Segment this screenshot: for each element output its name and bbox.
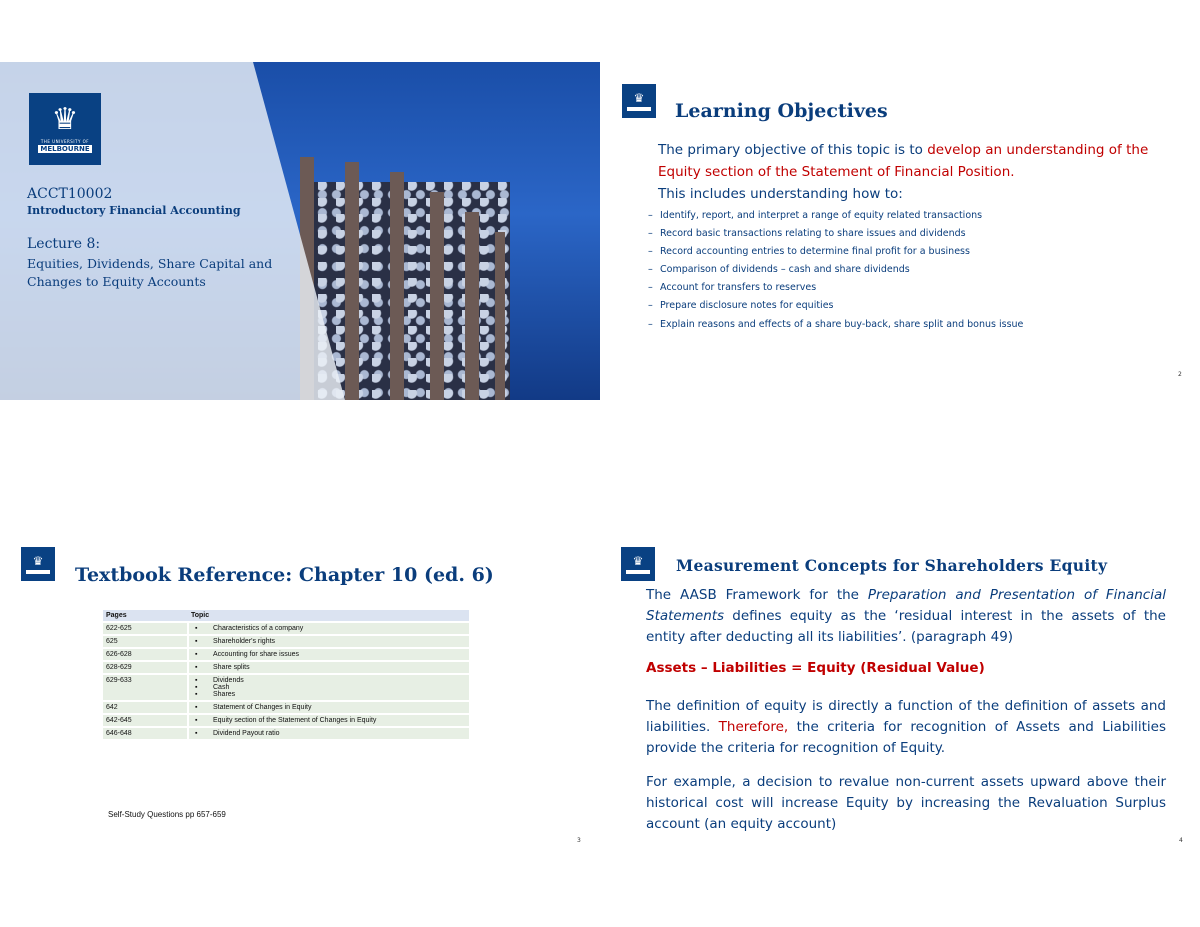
objective-paragraph [658, 139, 1158, 183]
slide-measurement-concepts [600, 526, 1200, 864]
course-name: Introductory Financial Accounting [27, 204, 241, 217]
facade-fin [465, 212, 479, 400]
table-row [103, 727, 469, 739]
crest-icon: ♛ [632, 553, 644, 568]
crest-icon: ♛ [633, 90, 645, 105]
topic-cell: ▪ Statement of Changes in Equity [188, 701, 469, 714]
pages-cell: 626-628 [103, 648, 188, 661]
column-header: Topic [188, 610, 469, 622]
topic-cell: ▪ Shareholder's rights [188, 635, 469, 648]
lecture-label: Lecture 8: [27, 236, 101, 252]
objective-bullet: – Record accounting entries to determine final profit for a business [648, 246, 970, 257]
pages-cell: 628-629 [103, 661, 188, 674]
table-header-row [103, 610, 469, 622]
slide-title: Measurement Concepts for Shareholders Equity [676, 556, 1108, 575]
equity-equation: Assets – Liabilities = Equity (Residual Value) [646, 660, 985, 676]
objective-bullet: – Account for transfers to reserves [648, 282, 817, 293]
pages-cell: 642 [103, 701, 188, 714]
textbook-table [103, 610, 469, 739]
table-row [103, 701, 469, 714]
column-header: Pages [103, 610, 188, 622]
topic-cell: ▪ Share splits [188, 661, 469, 674]
objective-bullet: – Comparison of dividends – cash and share dividends [648, 264, 910, 275]
objective-bullet: – Record basic transactions relating to share issues and dividends [648, 228, 966, 239]
lecture-title: Equities, Dividends, Share Capital and Changes to Equity Accounts [27, 256, 273, 289]
pages-cell: 625 [103, 635, 188, 648]
crest-icon: ♛ [32, 553, 44, 568]
table-row [103, 674, 469, 701]
table-row [103, 635, 469, 648]
logo-line1: THE UNIVERSITY OF [40, 139, 90, 144]
definition-paragraph: The AASB Framework for the Preparation and Presentation of Financial Statements defines equity as the ‘residual interest in the assets of the entity after deducting all its liabilities’. (paragraph 49) [646, 587, 1166, 645]
table-row [103, 648, 469, 661]
slide-title-lecture [0, 62, 600, 400]
pages-cell: 629-633 [103, 674, 188, 701]
university-logo [621, 547, 655, 581]
table-row [103, 714, 469, 727]
objective-bullet: – Prepare disclosure notes for equities [648, 300, 834, 311]
university-logo [29, 93, 101, 165]
objective-bullet: – Identify, report, and interpret a range of equity related transactions [648, 210, 983, 221]
course-code: ACCT10002 [27, 186, 113, 202]
page-number: 3 [577, 837, 581, 844]
objective-bullet: – Explain reasons and effects of a share buy-back, share split and bonus issue [648, 319, 1024, 330]
pages-cell: 622-625 [103, 622, 188, 635]
slide-title: Textbook Reference: Chapter 10 (ed. 6) [75, 564, 494, 586]
university-logo [21, 547, 55, 581]
facade-fin [430, 192, 444, 400]
table-row [103, 661, 469, 674]
topic-cell: ▪ Equity section of the Statement of Changes in Equity [188, 714, 469, 727]
facade-fin [495, 232, 505, 400]
includes-text: This includes understanding how to: [658, 186, 903, 202]
recognition-paragraph: The definition of equity is directly a function of the definition of assets and liabilities. Therefore, the criteria for recognition of Assets and Liabilities provide the criteria for recognition of Equity. [646, 698, 1167, 756]
example-paragraph: For example, a decision to revalue non-current assets upward above their historical cost will increase Equity by increasing the Revaluation Surplus account (an equity account) [646, 774, 1166, 832]
table-row [103, 622, 469, 635]
pages-cell: 646-648 [103, 727, 188, 739]
facade-fin [390, 172, 404, 400]
pages-cell: 642-645 [103, 714, 188, 727]
self-study-note: Self-Study Questions pp 657-659 [108, 810, 226, 819]
slide-title: Learning Objectives [675, 100, 888, 122]
university-logo [622, 84, 656, 118]
facade-fin [345, 162, 359, 400]
slide-learning-objectives [600, 62, 1200, 400]
crest-icon: ♛ [51, 102, 79, 137]
topic-cell: ▪ Dividends ▪ Cash ▪ Shares [188, 674, 469, 701]
page-number: 2 [1178, 371, 1182, 378]
slide-textbook-reference [0, 526, 600, 864]
objective-text: The primary objective of this topic is to [658, 142, 928, 158]
logo-line2: MELBOURNE [40, 145, 90, 153]
topic-cell: ▪ Characteristics of a company [188, 622, 469, 635]
topic-cell: ▪ Accounting for share issues [188, 648, 469, 661]
objective-highlight: develop an understanding of the Equity section of the Statement of Financial Position. [658, 142, 1149, 180]
page-number: 4 [1179, 837, 1183, 844]
topic-cell: ▪ Dividend Payout ratio [188, 727, 469, 739]
